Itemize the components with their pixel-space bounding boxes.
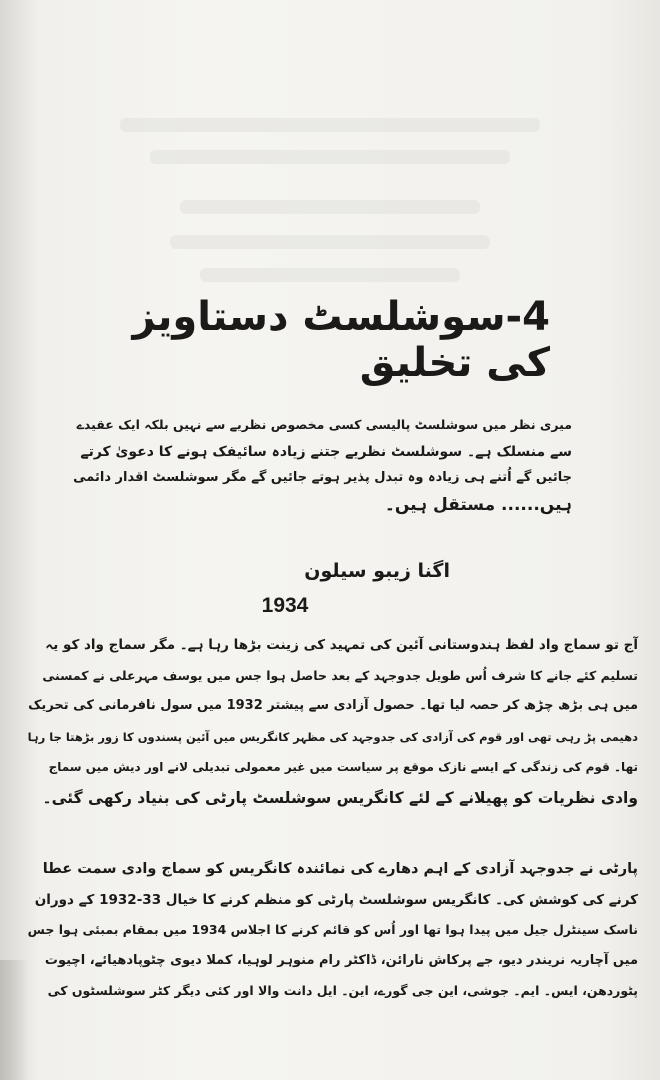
paragraph-line: دھیمی پڑ رہی تھی اور قوم کی آزادی کی جدوجہد کی مظہر کانگریس میں آئین پسندوں کا زور بڑھتا جا رہا bbox=[27, 729, 638, 744]
page-edge-shadow bbox=[0, 960, 28, 1080]
quote-author: اگنا زیبو سیلون bbox=[304, 560, 450, 582]
quote-year: 1934 bbox=[261, 594, 309, 617]
paragraph-2 bbox=[26, 854, 638, 1007]
paragraph-line: تسلیم کئے جانے کا شرف اُس طویل جدوجہد کے بعد حاصل ہوا جس میں یوسف مہرعلی نے کمسنی bbox=[42, 667, 638, 683]
bleed-through-text bbox=[200, 268, 460, 282]
paragraph-line: میں ہی بڑھ چڑھ کر حصہ لیا تھا۔ حصول آزادی سے پیشتر 1932 میں سول نافرمانی کی تحریک bbox=[28, 698, 638, 713]
paragraph-line: ناسک سینٹرل جیل میں پیدا ہوا تھا اور اُس کو قائم کرنے کا اجلاس 1934 میں بمقام بمبئی ہوا جس bbox=[27, 922, 638, 937]
bleed-through-text bbox=[120, 118, 540, 132]
paragraph-1 bbox=[26, 630, 638, 813]
paragraph-line: کرنے کی کوشش کی۔ کانگریس سوشلسٹ پارٹی کو منظم کرنے کا خیال 33-1932 کے دوران bbox=[34, 891, 638, 908]
intro-quote bbox=[72, 412, 572, 518]
bleed-through-text bbox=[170, 235, 490, 249]
quote-line: جائیں گے اُتنے ہی زیادہ وہ تبدل پذیر ہوتے جائیں گے مگر سوشلسٹ اقدار دائمی bbox=[73, 470, 572, 485]
paragraph-line: وادی نظریات کو پھیلانے کے لئے کانگریس سوشلسٹ پارٹی کی بنیاد رکھی گئی۔ bbox=[42, 788, 638, 807]
paragraph-line: پٹوردھن، ایس۔ ایم۔ جوشی، این جی گورے، این۔ ایل دانت والا اور کئی دیگر کٹر سوشلسٹوں کی bbox=[47, 983, 638, 998]
paragraph-line: تھا۔ قوم کی زندگی کے ایسے نازک موقع پر سیاست میں غیر معمولی تبدیلی لانے اور دیش میں سماج bbox=[48, 760, 638, 774]
paragraph-line: پارٹی نے جدوجہد آزادی کے اہم دھارے کی نمائندہ کانگریس کو سماج وادی سمت عطا bbox=[42, 861, 638, 877]
quote-line: سے منسلک ہے۔ سوشلسٹ نظریے جتنے زیادہ سائیفک ہونے کا دعویٰ کرتے bbox=[80, 443, 572, 460]
quote-line: ہیں...... مستقل ہیں۔ bbox=[384, 494, 572, 515]
quote-line: میری نظر میں سوشلسٹ پالیسی کسی مخصوص نظریے سے نہیں بلکہ ایک عقیدے bbox=[76, 417, 572, 432]
paragraph-line: میں آچاریہ نریندر دیو، جے پرکاش نارائن، ڈاکٹر رام منوہر لوہیا، کملا دیوی چٹوپادھیائے، اچیوت bbox=[44, 952, 638, 968]
paragraph-line: آج تو سماج واد لفظ ہندوستانی آئین کی تمہید کی زینت بڑھا رہا ہے۔ مگر سماج واد کو یہ bbox=[45, 637, 638, 653]
bleed-through-text bbox=[180, 200, 480, 214]
chapter-title: 4-سوشلسٹ دستاویز کی تخلیق bbox=[132, 294, 550, 386]
bleed-through-text bbox=[150, 150, 510, 164]
